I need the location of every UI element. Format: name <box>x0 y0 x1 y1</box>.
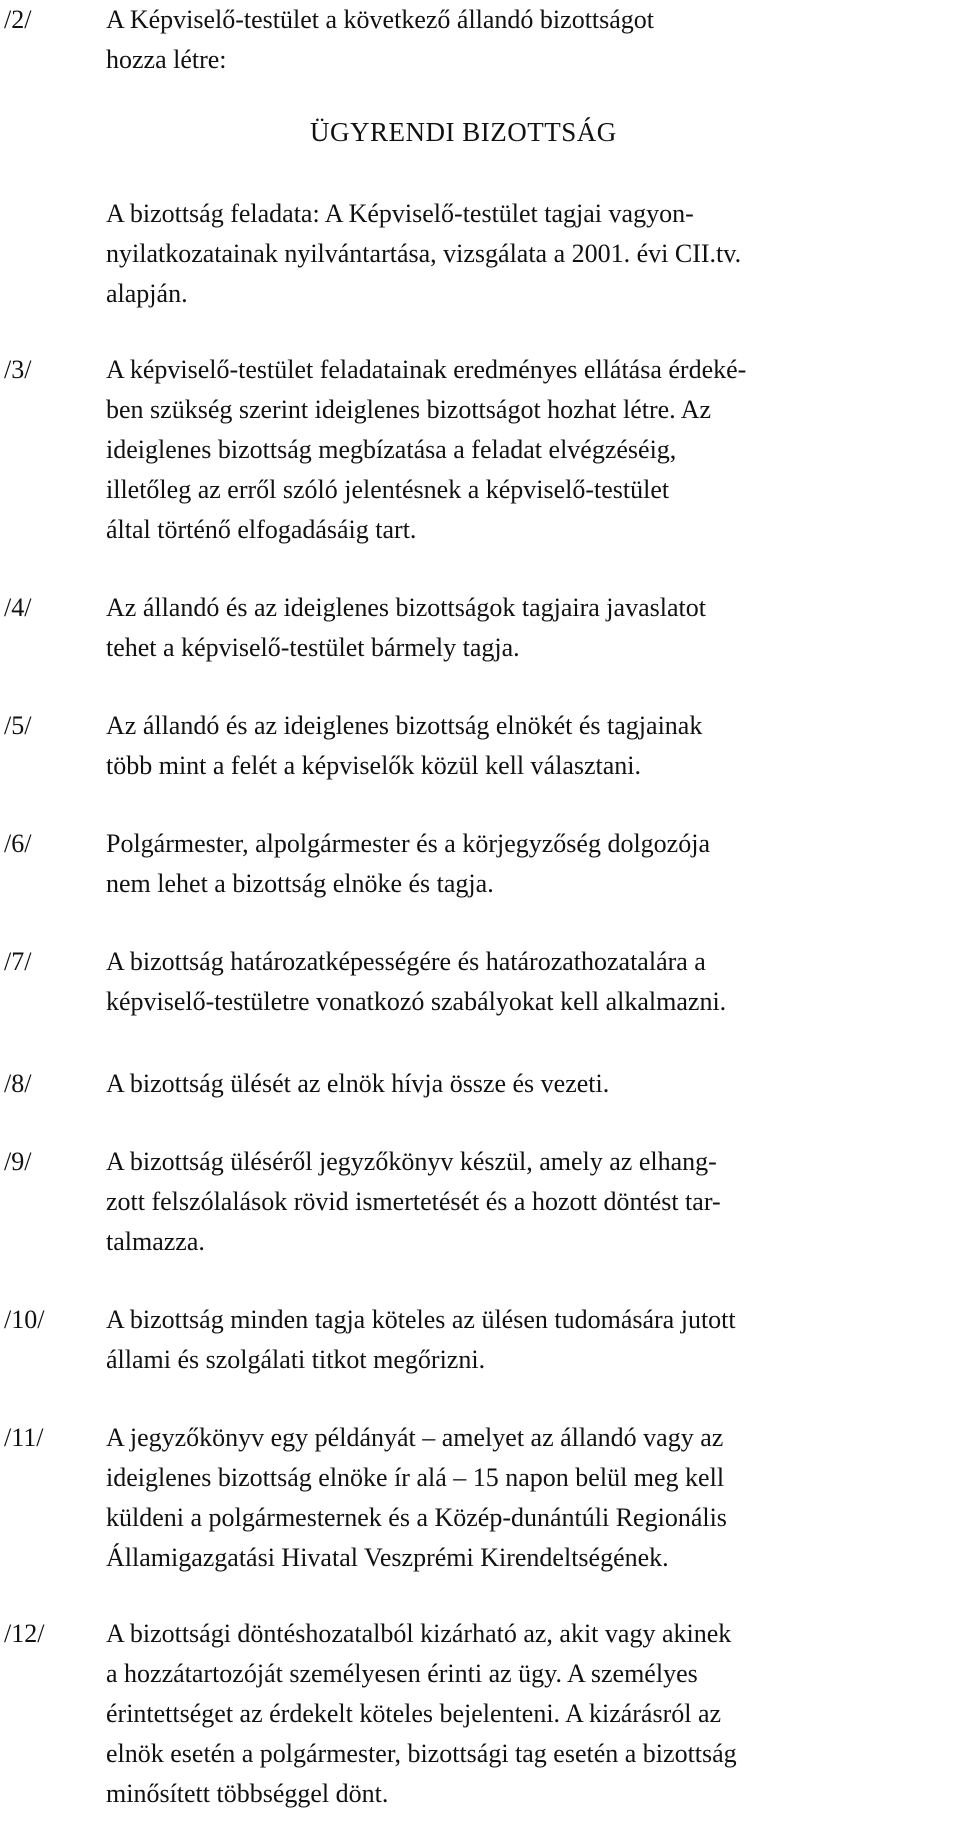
paragraph-line: állami és szolgálati titkot megőrizni. <box>106 1345 486 1374</box>
paragraph-line: ben szükség szerint ideiglenes bizottságot hozhat létre. Az <box>106 395 712 424</box>
paragraph-number: /2/ <box>4 5 32 34</box>
paragraph-number: /4/ <box>4 593 32 622</box>
paragraph-line: nem lehet a bizottság elnöke és tagja. <box>106 869 494 898</box>
paragraph-number: /12/ <box>4 1619 45 1648</box>
paragraph-line: alapján. <box>106 279 188 308</box>
paragraph-number: /7/ <box>4 947 32 976</box>
paragraph-line: ideiglenes bizottság megbízatása a feladat elvégzéséig, <box>106 435 677 464</box>
paragraph-line: elnök esetén a polgármester, bizottsági tag esetén a bizottság <box>106 1739 737 1768</box>
paragraph-line: ideiglenes bizottság elnöke ír alá – 15 napon belül meg kell <box>106 1463 725 1492</box>
paragraph-number: /9/ <box>4 1147 32 1176</box>
paragraph-line: több mint a felét a képviselők közül kell választani. <box>106 751 642 780</box>
paragraph-number: /6/ <box>4 829 32 858</box>
paragraph-line: Polgármester, alpolgármester és a körjegyzőség dolgozója <box>106 829 710 858</box>
paragraph-line: illetőleg az erről szóló jelentésnek a képviselő-testület <box>106 475 670 504</box>
paragraph-line: Az állandó és az ideiglenes bizottságok tagjaira javaslatot <box>106 593 706 622</box>
paragraph-line: nyilatkozatainak nyilvántartása, vizsgálata a 2001. évi CII.tv. <box>106 239 742 268</box>
paragraph-line: talmazza. <box>106 1227 205 1256</box>
paragraph-number: /11/ <box>4 1423 44 1452</box>
paragraph-line: zott felszólalások rövid ismertetését és a hozott döntést tar- <box>106 1187 721 1216</box>
paragraph-line: Államigazgatási Hivatal Veszprémi Kirendeltségének. <box>106 1543 669 1572</box>
paragraph-number: /5/ <box>4 711 32 740</box>
paragraph-line: a hozzátartozóját személyesen érinti az ügy. A személyes <box>106 1659 698 1688</box>
paragraph-line: hozza létre: <box>106 45 227 74</box>
paragraph-number: /8/ <box>4 1069 32 1098</box>
paragraph-line: A bizottsági döntéshozatalból kizárható az, akit vagy akinek <box>106 1619 732 1648</box>
paragraph-number: /10/ <box>4 1305 45 1334</box>
paragraph-line: A képviselő-testület feladatainak eredményes ellátása érdeké- <box>106 355 747 384</box>
paragraph-line: A bizottság feladata: A Képviselő-testület tagjai vagyon- <box>106 199 694 228</box>
paragraph-line: A jegyzőkönyv egy példányát – amelyet az állandó vagy az <box>106 1423 724 1452</box>
paragraph-line: A bizottság határozatképességére és határozathozatalára a <box>106 947 706 976</box>
paragraph-number: /3/ <box>4 355 32 384</box>
paragraph-line: Az állandó és az ideiglenes bizottság elnökét és tagjainak <box>106 711 703 740</box>
paragraph-line: tehet a képviselő-testület bármely tagja. <box>106 633 520 662</box>
committee-heading: ÜGYRENDI BIZOTTSÁG <box>310 117 617 147</box>
paragraph-line: minősített többséggel dönt. <box>106 1779 389 1808</box>
paragraph-line: érintettséget az érdekelt köteles bejelenteni. A kizárásról az <box>106 1699 722 1728</box>
paragraph-line: A bizottság minden tagja köteles az ülésen tudomására jutott <box>106 1305 736 1334</box>
paragraph-line: küldeni a polgármesternek és a Közép-dunántúli Regionális <box>106 1503 727 1532</box>
paragraph-line: képviselő-testületre vonatkozó szabályokat kell alkalmazni. <box>106 987 727 1016</box>
paragraph-line: A bizottság üléséről jegyzőkönyv készül, amely az elhang- <box>106 1147 717 1176</box>
paragraph-line: A bizottság ülését az elnök hívja össze és vezeti. <box>106 1069 610 1098</box>
paragraph-line: által történő elfogadásáig tart. <box>106 515 417 544</box>
paragraph-line: A Képviselő-testület a következő állandó bizottságot <box>106 5 655 34</box>
